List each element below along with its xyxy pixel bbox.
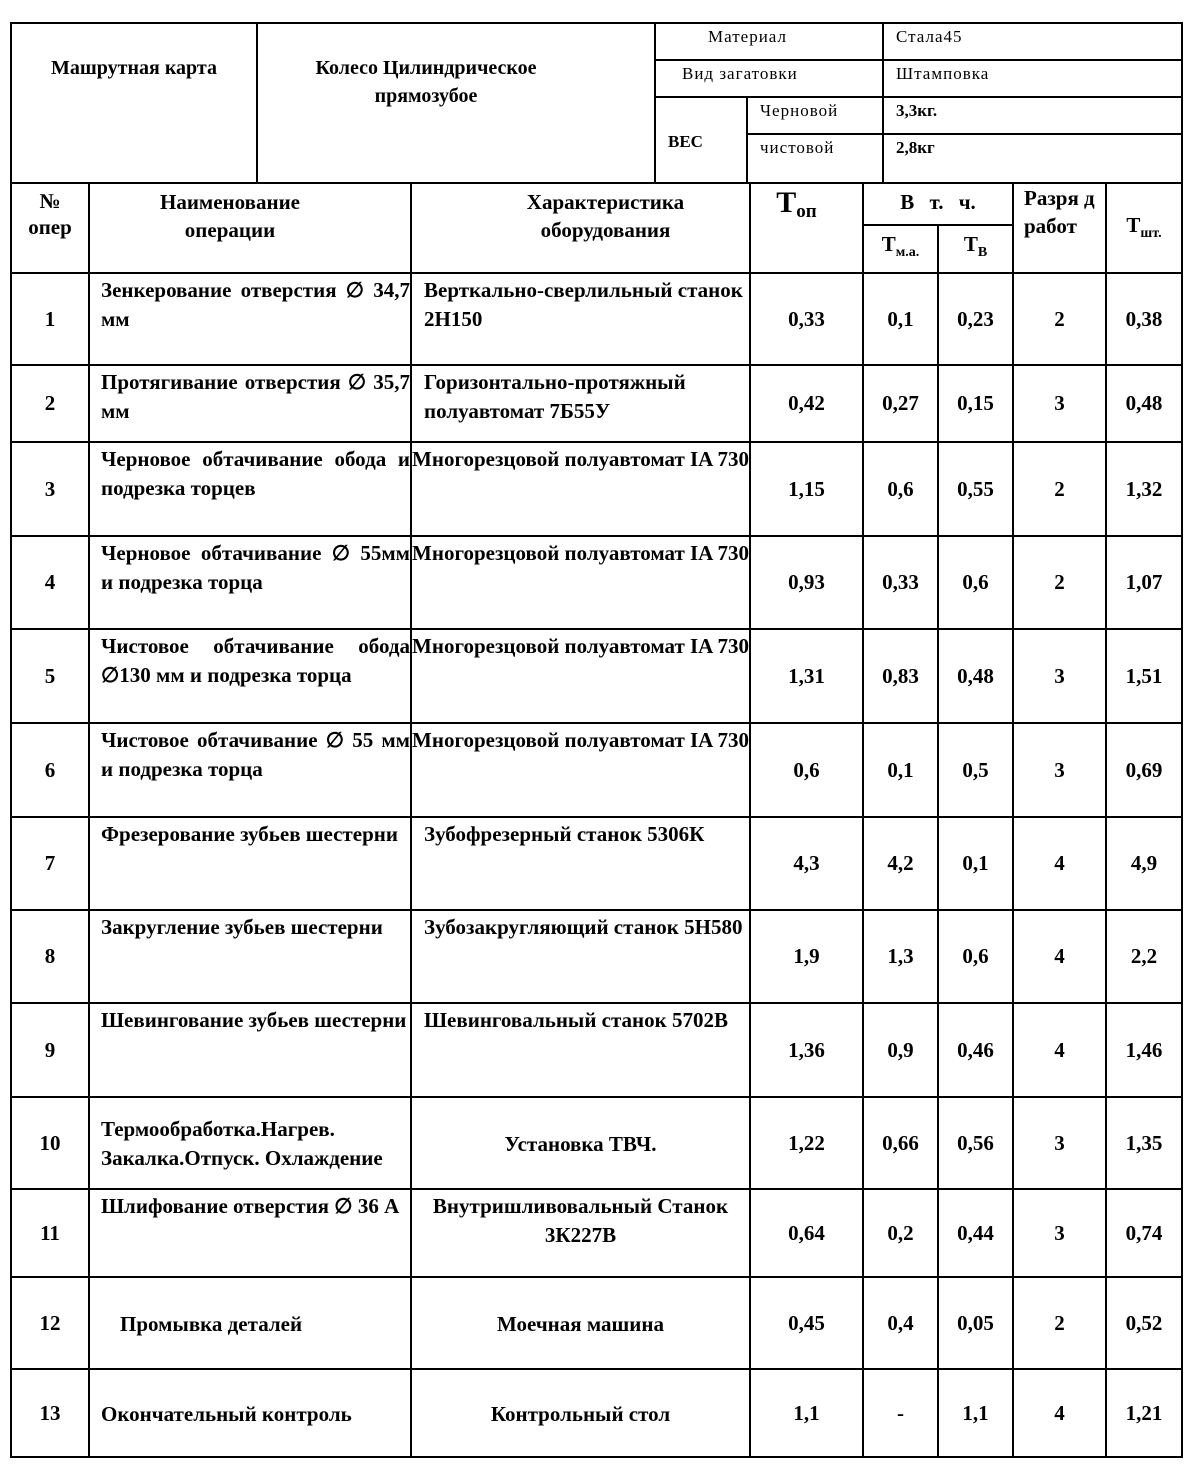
operation-t-op: 1,15 — [750, 442, 863, 536]
operation-grade: 3 — [1013, 1189, 1106, 1277]
operation-t-ma: 0,83 — [863, 629, 938, 723]
operation-name: Черновое обтачивание ∅ 55мм и подрезка торца — [89, 536, 411, 629]
col-header-t-v: $Т_В$ — [938, 225, 1013, 273]
rough-weight-value: 3,3кг. — [883, 97, 1182, 134]
operation-t-op: 1,36 — [750, 1003, 863, 1097]
operation-t-ma: 0,1 — [863, 723, 938, 817]
operation-row — [11, 273, 1182, 365]
operation-number: 2 — [11, 365, 89, 442]
operation-t-op: 0,6 — [750, 723, 863, 817]
operation-t-op: 0,42 — [750, 365, 863, 442]
operation-name: Черновое обтачивание обода и подрезка торцев — [89, 442, 411, 536]
operation-grade: 2 — [1013, 536, 1106, 629]
col-header-t-op: $Т_{оп}$ — [750, 183, 863, 273]
operation-equipment: Шевинговальный станок 5702В — [411, 1003, 750, 1097]
operation-equipment: Внутришливовальный Станок 3К227В — [411, 1189, 750, 1277]
operation-number: 13 — [11, 1369, 89, 1457]
operation-number: 11 — [11, 1189, 89, 1277]
operation-row — [11, 817, 1182, 910]
operation-name: Шевингование зубьев шестерни — [89, 1003, 411, 1097]
operation-t-ma: 4,2 — [863, 817, 938, 910]
operation-t-sht: 1,21 — [1106, 1369, 1182, 1457]
operation-t-v: 0,23 — [938, 273, 1013, 365]
operation-t-ma: 0,9 — [863, 1003, 938, 1097]
operation-grade: 3 — [1013, 365, 1106, 442]
operation-t-op: 1,9 — [750, 910, 863, 1003]
operation-equipment: Зубозакругляющий станок 5Н580 — [411, 910, 750, 1003]
operation-name: Чистовое обтачивание ∅ 55 мм и подрезка торца — [89, 723, 411, 817]
col-header-number-line2: опер — [28, 215, 72, 239]
operation-number: 4 — [11, 536, 89, 629]
route-card-sheet — [10, 22, 1181, 1458]
operation-row — [11, 365, 1182, 442]
operation-t-v: 0,1 — [938, 817, 1013, 910]
operation-t-sht: 0,69 — [1106, 723, 1182, 817]
operation-t-sht: 1,46 — [1106, 1003, 1182, 1097]
operation-equipment: Многорезцовой полуавтомат IA 730 — [411, 442, 750, 536]
operation-t-sht: 0,48 — [1106, 365, 1182, 442]
operation-row — [11, 1277, 1182, 1369]
operation-name: Окончательный контроль — [89, 1369, 411, 1457]
operation-number: 5 — [11, 629, 89, 723]
operation-t-ma: 0,2 — [863, 1189, 938, 1277]
weight-label: ВЕС — [655, 97, 747, 183]
operation-t-v: 0,6 — [938, 536, 1013, 629]
part-name: Колесо Цилиндрическое прямозубое — [257, 23, 655, 183]
operation-t-v: 0,5 — [938, 723, 1013, 817]
operation-name: Шлифование отверстия ∅ 36 А — [89, 1189, 411, 1277]
operation-name: Чистовое обтачивание обода ∅130 мм и подрезка торца — [89, 629, 411, 723]
operation-equipment: Зубофрезерный станок 5306К — [411, 817, 750, 910]
operation-grade: 3 — [1013, 723, 1106, 817]
operation-t-v: 0,05 — [938, 1277, 1013, 1369]
operation-number: 12 — [11, 1277, 89, 1369]
operation-grade: 4 — [1013, 1369, 1106, 1457]
operation-number: 3 — [11, 442, 89, 536]
card-title: Машрутная карта — [11, 23, 257, 183]
operation-row — [11, 1097, 1182, 1189]
operation-number: 10 — [11, 1097, 89, 1189]
operation-t-op: 0,93 — [750, 536, 863, 629]
operation-t-op: 1,1 — [750, 1369, 863, 1457]
operation-equipment: Горизонтально-протяжный полуавтомат 7Б55У — [411, 365, 750, 442]
operation-t-v: 0,56 — [938, 1097, 1013, 1189]
operation-grade: 2 — [1013, 1277, 1106, 1369]
operation-grade: 4 — [1013, 817, 1106, 910]
operation-grade: 4 — [1013, 1003, 1106, 1097]
col-header-number-line1: № — [39, 189, 61, 213]
operation-row — [11, 536, 1182, 629]
operation-t-v: 0,46 — [938, 1003, 1013, 1097]
operation-t-v: 0,15 — [938, 365, 1013, 442]
operation-t-op: 0,64 — [750, 1189, 863, 1277]
operation-row — [11, 629, 1182, 723]
operation-row — [11, 910, 1182, 1003]
operation-t-sht: 1,35 — [1106, 1097, 1182, 1189]
operation-equipment: Контрольный стол — [411, 1369, 750, 1457]
operation-grade: 2 — [1013, 442, 1106, 536]
operation-equipment: Установка ТВЧ. — [411, 1097, 750, 1189]
operation-grade: 4 — [1013, 910, 1106, 1003]
operation-name: Термообработка.Нагрев. Закалка.Отпуск. Охлаждение — [89, 1097, 411, 1189]
operation-row — [11, 723, 1182, 817]
operation-t-ma: - — [863, 1369, 938, 1457]
operation-number: 7 — [11, 817, 89, 910]
operation-number: 6 — [11, 723, 89, 817]
col-header-t-ma: $Т_{м.а.}$ — [863, 225, 938, 273]
operation-name: Протягивание отверстия ∅ 35,7 мм — [89, 365, 411, 442]
operation-equipment: Многорезцовой полуавтомат IA 730 — [411, 536, 750, 629]
operation-row — [11, 442, 1182, 536]
finish-weight-value: 2,8кг — [883, 134, 1182, 183]
operation-t-ma: 0,1 — [863, 273, 938, 365]
operation-t-v: 0,6 — [938, 910, 1013, 1003]
operation-grade: 3 — [1013, 629, 1106, 723]
operation-t-op: 0,33 — [750, 273, 863, 365]
operation-row — [11, 1369, 1182, 1457]
operation-name: Промывка деталей — [89, 1277, 411, 1369]
operation-t-ma: 0,6 — [863, 442, 938, 536]
operation-name: Зенкерование отверстия ∅ 34,7 мм — [89, 273, 411, 365]
operation-row — [11, 1003, 1182, 1097]
operation-t-sht: 1,51 — [1106, 629, 1182, 723]
operation-t-op: 4,3 — [750, 817, 863, 910]
operation-t-op: 0,45 — [750, 1277, 863, 1369]
operation-t-sht: 4,9 — [1106, 817, 1182, 910]
operation-t-ma: 0,33 — [863, 536, 938, 629]
operation-t-sht: 1,32 — [1106, 442, 1182, 536]
operation-number: 1 — [11, 273, 89, 365]
blank-type-label: Вид загатовки — [655, 60, 883, 97]
operation-t-v: 0,55 — [938, 442, 1013, 536]
operation-row — [11, 1189, 1182, 1277]
operation-t-op: 1,22 — [750, 1097, 863, 1189]
operation-t-v: 1,1 — [938, 1369, 1013, 1457]
operation-name: Закругление зубьев шестерни — [89, 910, 411, 1003]
operation-equipment: Многорезцовой полуавтомат IA 730 — [411, 629, 750, 723]
rough-weight-label: Черновой — [747, 97, 883, 134]
operation-t-sht: 1,07 — [1106, 536, 1182, 629]
material-value: Стала45 — [883, 23, 1182, 60]
material-label: Материал — [655, 23, 883, 60]
operation-t-sht: 0,74 — [1106, 1189, 1182, 1277]
operation-t-sht: 0,52 — [1106, 1277, 1182, 1369]
operation-grade: 3 — [1013, 1097, 1106, 1189]
operation-name: Фрезерование зубьев шестерни — [89, 817, 411, 910]
col-header-equipment: Характеристика оборудования — [411, 183, 750, 273]
operation-t-ma: 0,27 — [863, 365, 938, 442]
operation-t-ma: 1,3 — [863, 910, 938, 1003]
operation-t-v: 0,44 — [938, 1189, 1013, 1277]
col-header-grade: Разря д работ — [1013, 183, 1106, 273]
operation-t-ma: 0,4 — [863, 1277, 938, 1369]
operation-equipment: Верткально-сверлильный станок 2Н150 — [411, 273, 750, 365]
operation-t-sht: 0,38 — [1106, 273, 1182, 365]
finish-weight-label: чистовой — [747, 134, 883, 183]
operation-t-sht: 2,2 — [1106, 910, 1182, 1003]
operation-equipment: Многорезцовой полуавтомат IA 730 — [411, 723, 750, 817]
col-header-number — [11, 183, 89, 273]
operation-equipment: Моечная машина — [411, 1277, 750, 1369]
operation-t-ma: 0,66 — [863, 1097, 938, 1189]
col-header-name: Наименование операции — [89, 183, 411, 273]
operations-table — [10, 182, 1183, 1458]
operation-t-op: 1,31 — [750, 629, 863, 723]
operation-t-v: 0,48 — [938, 629, 1013, 723]
header-table — [10, 22, 1183, 184]
operation-number: 9 — [11, 1003, 89, 1097]
blank-type-value: Штамповка — [883, 60, 1182, 97]
operation-grade: 2 — [1013, 273, 1106, 365]
col-header-t-sht: $Т_{шт.}$ — [1106, 183, 1182, 273]
col-header-including: В т. ч. — [863, 183, 1013, 225]
operation-number: 8 — [11, 910, 89, 1003]
